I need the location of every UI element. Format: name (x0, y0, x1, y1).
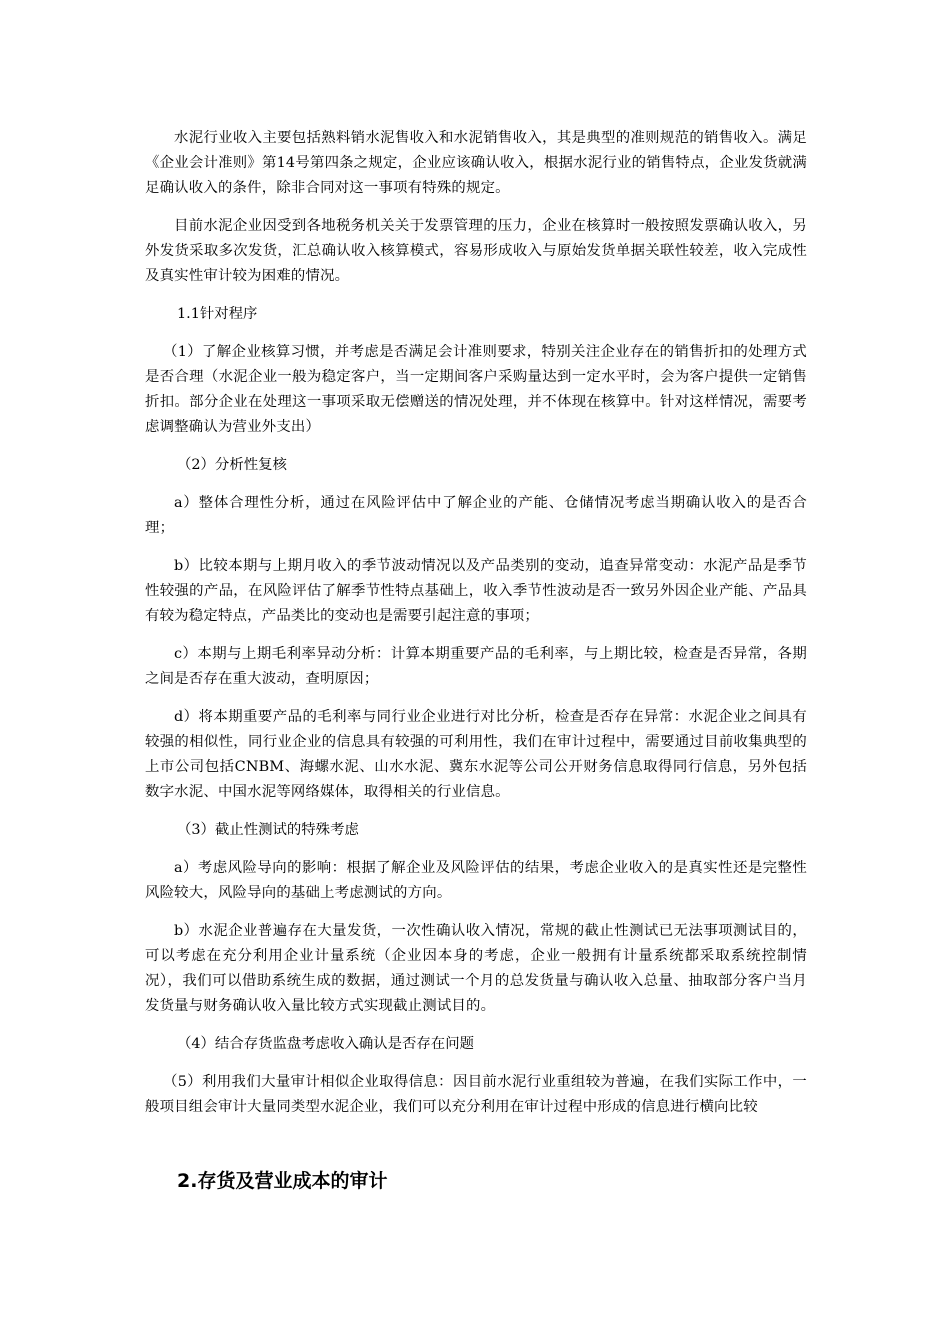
subheading-cutoff-test: （3）截止性测试的特殊考虑 (177, 822, 359, 838)
section-heading-inventory-cost: 2.存货及营业成本的审计 (177, 1170, 388, 1192)
paragraph-item-d: d）将本期重要产品的毛利率与同行业企业进行对比分析，检查是否存在异常：水泥企业之间具有较强的相似性，同行业企业的信息具有较强的可利用性，我们在审计过程中，需要通过目前收集典型的上市公司包括CNBM、海螺水泥、山水水泥、冀东水泥等公司公开财务信息取得同行信息，另外包括数字水泥、中国水泥等网络媒体，取得相关的行业信息。 (145, 709, 807, 800)
paragraph-item-a: a）整体合理性分析，通过在风险评估中了解企业的产能、仓储情况考虑当期确认收入的是否合理； (145, 495, 807, 536)
subheading-procedures: 1.1针对程序 (177, 306, 258, 322)
paragraph-procedure-1: （1）了解企业核算习惯，并考虑是否满足会计准则要求，特别关注企业存在的销售折扣的处理方式是否合理（水泥企业一般为稳定客户，当一定期间客户采购量达到一定水平时，会为客户提供一定销售折扣。部分企业在处理这一事项采取无偿赠送的情况处理，并不体现在核算中。针对这样情况，需要考虑调整确认为营业外支出） (145, 344, 807, 435)
paragraph-invoice-pressure: 目前水泥企业因受到各地税务机关关于发票管理的压力，企业在核算时一般按照发票确认收入，另外发货采取多次发货，汇总确认收入核算模式，容易形成收入与原始发货单据关联性较差，收入完成性及真实性审计较为困难的情况。 (145, 218, 807, 284)
paragraph-cutoff-b: b）水泥企业普遍存在大量发货，一次性确认收入情况，常规的截止性测试已无法事项测试目的，可以考虑在充分利用企业计量系统（企业因本身的考虑，企业一般拥有计量系统都采取系统控制情况），我们可以借助系统生成的数据，通过测试一个月的总发货量与确认收入总量、抽取部分客户当月发货量与财务确认收入量比较方式实现截止测试目的。 (145, 923, 807, 1014)
paragraph-item-c: c）本期与上期毛利率异动分析：计算本期重要产品的毛利率，与上期比较，检查是否异常，各期之间是否存在重大波动，查明原因； (145, 646, 807, 687)
document-body (145, 126, 807, 1133)
subheading-inventory-count: （4）结合存货监盘考虑收入确认是否存在问题 (177, 1036, 474, 1052)
paragraph-revenue-overview: 水泥行业收入主要包括熟料销水泥售收入和水泥销售收入，其是典型的准则规范的销售收入。满足《企业会计准则》第14号第四条之规定，企业应该确认收入，根据水泥行业的销售特点，企业发货就满足确认收入的条件，除非合同对这一事项有特殊的规定。 (145, 130, 807, 196)
paragraph-item-b: b）比较本期与上期月收入的季节波动情况以及产品类别的变动，追查异常变动：水泥产品是季节性较强的产品，在风险评估了解季节性特点基础上，收入季节性波动是否一致另外因企业产能、产品具有较为稳定特点，产品类比的变动也是需要引起注意的事项； (145, 558, 807, 624)
paragraph-procedure-5: （5）利用我们大量审计相似企业取得信息：因目前水泥行业重组较为普遍，在我们实际工作中，一般项目组会审计大量同类型水泥企业，我们可以充分利用在审计过程中形成的信息进行横向比较 (145, 1074, 807, 1115)
subheading-analytical-review: （2）分析性复核 (177, 457, 287, 473)
paragraph-cutoff-a: a）考虑风险导向的影响：根据了解企业及风险评估的结果，考虑企业收入的是真实性还是完整性风险较大，风险导向的基础上考虑测试的方向。 (145, 860, 807, 901)
